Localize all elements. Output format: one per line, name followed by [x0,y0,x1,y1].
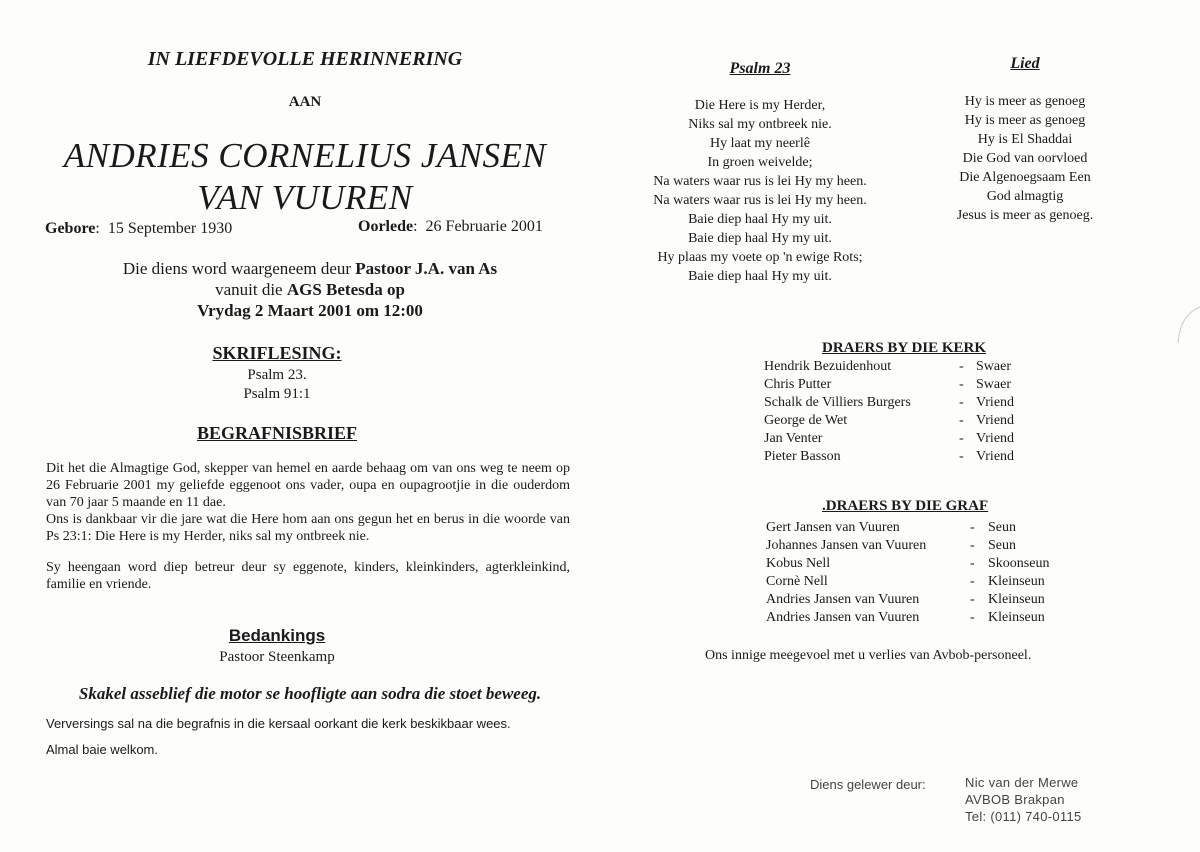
psalm-line: Baie diep haal Hy my uit. [688,231,832,246]
scripture-item: Psalm 91:1 [243,386,311,402]
psalm-line: In groen weivelde; [707,155,813,170]
bearer-dash: - [970,556,975,571]
service-date: Vrydag 2 Maart 2001 om 12:00 [197,301,423,320]
bearer-name: Pieter Basson [764,449,841,464]
bearer-row [764,430,1064,448]
service-delivered-label: Diens gelewer deur: [810,777,926,792]
service-info [60,258,560,321]
song-line: Die Algenoegsaam Een [959,170,1091,185]
delivered-tel: Tel: (011) 740-0115 [965,809,1082,824]
bearer-dash: - [959,449,964,464]
letter-title: BEGRAFNISBRIEF [196,423,358,443]
delivered-name: Nic van der Merwe [965,775,1079,790]
bearer-name: Andries Jansen van Vuuren [766,610,920,625]
bearer-dash: - [959,359,964,374]
bearer-row [764,358,1064,376]
deceased-name-line1: ANDRIES CORNELIUS JANSEN [63,136,547,175]
service-delivered-by [965,774,1082,825]
funeral-letter [46,460,570,593]
bearer-dash: - [970,574,975,589]
bearer-row [766,573,1076,591]
bearer-role: Vriend [976,449,1015,464]
bearer-row [764,376,1064,394]
to-label: AAN [288,94,322,110]
psalm-line: Hy plaas my voete op 'n ewige Rots; [657,250,863,265]
welcome-note: Almal baie welkom. [46,742,158,757]
bearer-role: Vriend [976,413,1015,428]
bearer-dash: - [970,520,975,535]
psalm-line: Na waters waar rus is lei Hy my heen. [653,174,867,189]
psalm-line: Hy laat my neerlê [710,136,810,151]
service-line2-text: vanuit die [215,280,287,299]
grave-bearers-title: .DRAERS BY DIE GRAF [822,498,989,514]
bearer-row [766,519,1076,537]
bearer-role: Skoonseun [988,556,1050,571]
bearer-name: Chris Putter [764,377,832,392]
psalm-text [620,96,900,286]
bearer-dash: - [959,395,964,410]
song-line: God almagtig [986,189,1064,204]
delivered-company: AVBOB Brakpan [965,792,1065,807]
born-date: 15 September 1930 [107,220,233,237]
scripture-item: Psalm 23. [247,367,307,383]
song-line: Die God van oorvloed [962,151,1088,166]
song-line: Hy is El Shaddai [977,132,1073,147]
bearer-dash: - [970,538,975,553]
bearer-row [766,555,1076,573]
bearer-dash: - [959,431,964,446]
scripture-title: SKRIFLESING: [212,343,342,363]
psalm-line: Niks sal my ontbreek nie. [688,117,832,132]
grave-bearers-list [766,519,1076,627]
psalm-title: Psalm 23 [729,60,791,77]
bearer-role: Seun [988,520,1016,535]
bearer-role: Swaer [976,359,1011,374]
psalm-line: Baie diep haal Hy my uit. [688,212,832,227]
died-label: Oorlede [358,218,414,235]
song-line: Hy is meer as genoeg [964,94,1086,109]
bearer-name: George de Wet [764,413,848,428]
bearer-dash: - [970,592,975,607]
bearer-row [766,537,1076,555]
died-date: 26 Februarie 2001 [425,218,543,235]
thanks-name: Pastoor Steenkamp [219,649,335,665]
bearer-role: Kleinseun [988,592,1045,607]
born-label: Gebore [45,220,96,237]
song-line: Hy is meer as genoeg [964,113,1086,128]
deceased-name-line2: VAN VUUREN [197,178,413,217]
bearer-dash: - [959,377,964,392]
bearer-row [764,412,1064,430]
psalm-line: Die Here is my Herder, [694,98,826,113]
bearer-role: Kleinseun [988,574,1045,589]
letter-paragraph: Dit het die Almagtige God, skepper van hemel en aarde behaag om van ons weg te neem op 26 Februarie 2001 my geliefde eggenoot ons vader, oupa en oupagrootjie in die ouderdom van 70 jaar 5 maande en 11 dae. [46,461,570,510]
bearer-name: Johannes Jansen van Vuuren [766,538,927,553]
thanks-title: Bedankings [228,626,326,645]
psalm-line: Baie diep haal Hy my uit. [688,269,832,284]
memorial-heading: IN LIEFDEVOLLE HERINNERING [147,48,463,70]
bearer-name: Schalk de Villiers Burgers [764,395,911,410]
song-title: Lied [1010,55,1040,72]
service-church: AGS Betesda op [286,280,405,299]
bearer-row [766,591,1076,609]
bearer-name: Cornè Nell [766,574,828,589]
bearer-role: Seun [988,538,1016,553]
church-bearers-list [764,358,1064,466]
bearer-dash: - [970,610,975,625]
bearer-row [766,609,1076,627]
bearer-role: Kleinseun [988,610,1045,625]
service-pastor: Pastoor J.A. van As [355,259,498,278]
bearer-row [764,394,1064,412]
sympathy-note: Ons innige meegevoel met u verlies van Avbob-personeel. [705,648,1032,663]
bearer-name: Gert Jansen van Vuuren [766,520,900,535]
death-date: Oorlede: 26 Februarie 2001 [358,218,543,235]
song-text [920,92,1130,225]
bearer-row [764,448,1064,466]
bearer-name: Jan Venter [764,431,823,446]
bearer-dash: - [959,413,964,428]
bearer-name: Hendrik Bezuidenhout [764,359,892,374]
letter-paragraph: Sy heengaan word diep betreur deur sy eggenote, kinders, kleinkinders, agterkleinkind, familie en vriende. [46,560,570,592]
refreshments-note: Verversings sal na die begrafnis in die kersaal oorkant die kerk beskikbaar wees. [46,716,511,731]
bearer-role: Swaer [976,377,1011,392]
bearer-role: Vriend [976,431,1015,446]
page-curl-mark [1170,305,1200,345]
letter-paragraph: Ons is dankbaar vir die jare wat die Here hom aan ons gegun het en berus in die woorde van Ps 23:1: Die Here is my Herder, niks sal my ontbreek nie. [46,512,570,544]
bearer-name: Kobus Nell [766,556,831,571]
scripture-list [60,366,494,404]
bearer-role: Vriend [976,395,1015,410]
headlights-notice: Skakel asseblief die motor se hoofligte aan sodra die stoet beweeg. [78,684,542,703]
psalm-line: Na waters waar rus is lei Hy my heen. [653,193,867,208]
bearer-name: Andries Jansen van Vuuren [766,592,920,607]
song-line: Jesus is meer as genoeg. [956,208,1094,223]
service-line1-text: Die diens word waargeneem deur [122,259,356,278]
church-bearers-title: DRAERS BY DIE KERK [822,340,987,356]
birth-date: Gebore: 15 September 1930 [45,220,233,237]
